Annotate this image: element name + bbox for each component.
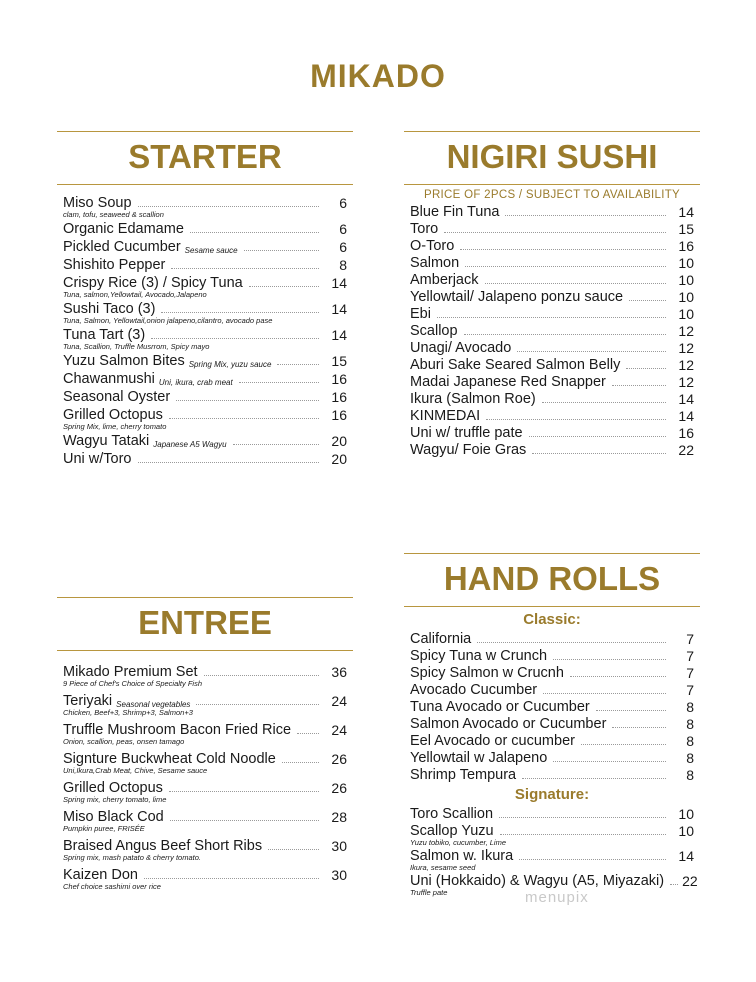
menu-item [410, 238, 694, 254]
menu-item-row [410, 648, 694, 664]
menu-item-price: 7 [686, 665, 694, 681]
menu-item-description: Tuna, salmon,Yellowtail, Avocado,Jalapeno [63, 290, 207, 299]
menu-item-name: Salmon Avocado or Cucumber [410, 716, 607, 732]
menu-item-description: Chef choice sashimi over rice [63, 882, 161, 891]
menu-item-note: Uni, ikura, crab meat [158, 378, 233, 387]
leader-dots [570, 676, 666, 677]
menu-item [410, 272, 694, 288]
menu-item-price: 10 [678, 289, 694, 305]
menu-item-name: Unagi/ Avocado [410, 340, 512, 356]
leader-dots [543, 693, 666, 694]
menu-item-row [410, 873, 698, 889]
menu-item-row [410, 340, 694, 356]
menu-item-price: 14 [331, 327, 347, 343]
leader-dots [612, 385, 666, 386]
nigiri-section [404, 131, 700, 458]
menu-item-row [63, 221, 347, 237]
handrolls-section [404, 553, 700, 897]
menu-item-price: 8 [686, 699, 694, 715]
menu-item-note: Japanese A5 Wagyu [153, 440, 227, 449]
menu-item [410, 255, 694, 271]
leader-dots [239, 382, 319, 383]
menu-item-name: Toro [410, 221, 439, 237]
leader-dots [268, 849, 319, 850]
starter-list [57, 185, 353, 467]
leader-dots [144, 878, 319, 879]
menu-item-name: Spicy Salmon w Crucnh [410, 665, 564, 681]
menu-item [63, 275, 347, 299]
menu-item-price: 14 [678, 391, 694, 407]
menu-item-row [63, 389, 347, 405]
menu-item [63, 353, 347, 369]
leader-dots [670, 884, 678, 885]
menu-item-row [410, 806, 694, 822]
menu-item-price: 12 [678, 357, 694, 373]
menu-item-row [63, 722, 347, 738]
menu-item-name: Spicy Tuna w Crunch [410, 648, 548, 664]
menu-item-price: 6 [339, 239, 347, 255]
menu-item-name: Yellowtail/ Jalapeno ponzu sauce [410, 289, 624, 305]
menu-item-row [63, 693, 347, 709]
menu-item-price: 14 [678, 408, 694, 424]
menu-item-row [410, 204, 694, 220]
menu-item-name: Braised Angus Beef Short Ribs [63, 838, 263, 854]
menu-item-price: 15 [331, 353, 347, 369]
menu-item-name: Truffle Mushroom Bacon Fried Rice [63, 722, 292, 738]
menu-item [63, 327, 347, 351]
classic-list [404, 628, 700, 783]
menu-item-row [63, 257, 347, 273]
menu-item-name: KINMEDAI [410, 408, 481, 424]
menu-item-price: 14 [678, 204, 694, 220]
menu-item-price: 7 [686, 631, 694, 647]
menu-item [410, 340, 694, 356]
menu-item-price: 26 [331, 751, 347, 767]
menu-item [410, 648, 694, 664]
leader-dots [553, 761, 666, 762]
menu-item-name: Grilled Octopus [63, 407, 163, 423]
menu-item-row [63, 275, 347, 291]
menu-item [410, 823, 694, 847]
menu-item-row [63, 239, 347, 255]
menu-item-row [410, 442, 694, 458]
menu-item [63, 257, 347, 273]
menu-item-row [410, 425, 694, 441]
menu-item [410, 425, 694, 441]
menu-item [63, 751, 347, 775]
menu-item-description: Spring Mix, lime, cherry tomato [63, 422, 167, 431]
menu-item-row [410, 716, 694, 732]
menu-item [63, 722, 347, 746]
menu-item-row [410, 391, 694, 407]
leader-dots [169, 791, 319, 792]
menu-item-price: 7 [686, 648, 694, 664]
menu-item-row [63, 451, 347, 467]
menu-item-name: Amberjack [410, 272, 479, 288]
menu-item-price: 14 [678, 848, 694, 864]
menu-item-name: Miso Soup [63, 195, 132, 211]
menu-item-price: 28 [331, 809, 347, 825]
menu-item-name: Ebi [410, 306, 431, 322]
menu-item [410, 699, 694, 715]
menu-item [63, 867, 347, 891]
menu-item-name: Chawanmushi [63, 371, 155, 387]
leader-dots [486, 419, 666, 420]
menu-item [410, 374, 694, 390]
menu-item [63, 195, 347, 219]
menu-item-row [410, 631, 694, 647]
nigiri-list [404, 201, 700, 458]
menu-item [63, 239, 347, 255]
menu-item-row [63, 838, 347, 854]
leader-dots [282, 762, 319, 763]
leader-dots [626, 368, 666, 369]
menu-item-price: 12 [678, 323, 694, 339]
menu-item-row [410, 238, 694, 254]
leader-dots [485, 283, 667, 284]
entree-section [57, 597, 353, 891]
menu-item-row [410, 272, 694, 288]
menu-item-description: Ikura, sesame seed [410, 863, 476, 872]
menu-item [63, 838, 347, 862]
menu-item-price: 12 [678, 374, 694, 390]
menu-item-name: Crispy Rice (3) / Spicy Tuna [63, 275, 243, 291]
menu-item-price: 10 [678, 806, 694, 822]
menu-item-description: Chicken, Beef+3, Shrimp+3, Salmon+3 [63, 708, 193, 717]
menu-item-description: Pumpkin puree, FRISÉE [63, 824, 145, 833]
menu-item-price: 16 [678, 238, 694, 254]
menu-item-row [410, 699, 694, 715]
starter-heading: STARTER [57, 131, 353, 185]
leader-dots [522, 778, 666, 779]
menu-item-name: California [410, 631, 472, 647]
leader-dots [517, 351, 666, 352]
menu-item [410, 631, 694, 647]
menu-item-price: 10 [678, 823, 694, 839]
leader-dots [581, 744, 666, 745]
leader-dots [176, 400, 319, 401]
menu-item-name: Kaizen Don [63, 867, 138, 883]
menu-item-price: 36 [331, 664, 347, 680]
leader-dots [477, 642, 666, 643]
menu-item-price: 16 [331, 371, 347, 387]
menu-item [63, 371, 347, 387]
menu-item-price: 15 [678, 221, 694, 237]
menu-item-row [63, 780, 347, 796]
menu-item-name: Seasonal Oyster [63, 389, 171, 405]
menu-item-row [63, 664, 347, 680]
menu-item-price: 24 [331, 693, 347, 709]
menu-item-row [410, 255, 694, 271]
menu-item-price: 14 [331, 275, 347, 291]
menu-item-description: Spring mix, cherry tomato, lime [63, 795, 167, 804]
menu-item [63, 221, 347, 237]
menu-item [410, 750, 694, 766]
menu-item-name: Toro Scallion [410, 806, 494, 822]
menu-item-name: Uni (Hokkaido) & Wagyu (A5, Miyazaki) [410, 873, 665, 889]
menu-item-row [410, 767, 694, 783]
menu-item-price: 22 [682, 873, 698, 889]
menu-item [410, 357, 694, 373]
leader-dots [297, 733, 319, 734]
menu-item-price: 6 [339, 195, 347, 211]
menu-item [410, 323, 694, 339]
leader-dots [277, 364, 319, 365]
leader-dots [464, 334, 666, 335]
nigiri-heading: NIGIRI SUSHI [404, 131, 700, 185]
menu-item-row [63, 433, 347, 449]
leader-dots [500, 834, 666, 835]
menu-item-name: Uni w/ truffle pate [410, 425, 523, 441]
menu-item-name: Pickled Cucumber [63, 239, 181, 255]
menu-item-price: 10 [678, 255, 694, 271]
leader-dots [170, 820, 319, 821]
menu-item-name: O-Toro [410, 238, 455, 254]
menu-item-name: Uni w/Toro [63, 451, 132, 467]
menu-item-name: Scallop Yuzu [410, 823, 494, 839]
menu-item-row [410, 323, 694, 339]
leader-dots [542, 402, 666, 403]
menu-item-description: Spring mix, mash patato & cherry tomato. [63, 853, 201, 862]
leader-dots [596, 710, 666, 711]
handrolls-heading: HAND ROLLS [404, 553, 700, 607]
menu-item [410, 716, 694, 732]
menu-item-price: 12 [678, 340, 694, 356]
menu-item-name: Ikura (Salmon Roe) [410, 391, 536, 407]
menu-item-price: 16 [331, 407, 347, 423]
menu-item-description: Truffle pate [410, 888, 448, 897]
leader-dots [505, 215, 666, 216]
menu-item-row [410, 289, 694, 305]
entree-list [57, 651, 353, 891]
leader-dots [196, 704, 319, 705]
restaurant-title: MIKADO [310, 58, 446, 94]
menu-item-row [63, 751, 347, 767]
leader-dots [532, 453, 666, 454]
menu-item-price: 14 [331, 301, 347, 317]
menu-item [410, 733, 694, 749]
signature-label: Signature: [514, 786, 590, 803]
menu-item [410, 665, 694, 681]
leader-dots [444, 232, 666, 233]
menu-item-price: 8 [686, 716, 694, 732]
menu-item-price: 8 [339, 257, 347, 273]
signature-list [404, 803, 700, 897]
leader-dots [499, 817, 666, 818]
menu-item-note: Sesame sauce [184, 246, 238, 255]
leader-dots [629, 300, 666, 301]
entree-heading: ENTREE [57, 597, 353, 651]
menu-item-price: 22 [678, 442, 694, 458]
menu-item [63, 451, 347, 467]
menu-item-row [63, 867, 347, 883]
menu-item [410, 767, 694, 783]
menu-item [63, 407, 347, 431]
menu-item-row [63, 809, 347, 825]
menu-item [410, 221, 694, 237]
menu-item-name: Blue Fin Tuna [410, 204, 500, 220]
menu-item-row [410, 665, 694, 681]
menu-item-name: Scallop [410, 323, 458, 339]
leader-dots [138, 206, 319, 207]
menu-item-name: Shrimp Tempura [410, 767, 517, 783]
leader-dots [171, 268, 319, 269]
classic-label: Classic: [523, 611, 581, 628]
leader-dots [519, 859, 666, 860]
menu-item-name: Sushi Taco (3) [63, 301, 156, 317]
menu-item-name: Teriyaki [63, 693, 113, 709]
menu-item-name: Avocado Cucumber [410, 682, 538, 698]
leader-dots [437, 317, 666, 318]
menu-item-price: 6 [339, 221, 347, 237]
menu-item-note: Spring Mix, yuzu sauce [188, 360, 272, 369]
menu-item [410, 806, 694, 822]
menu-item-row [63, 371, 347, 387]
menu-item-row [410, 750, 694, 766]
menu-item-name: Grilled Octopus [63, 780, 163, 796]
menu-item-row [63, 353, 347, 369]
menu-item-description: 9 Piece of Chef's Choice of Specialty Fish [63, 679, 202, 688]
menu-item-price: 30 [331, 838, 347, 854]
menu-item [410, 204, 694, 220]
menu-item [63, 433, 347, 449]
starter-section [57, 131, 353, 467]
menu-item-price: 8 [686, 767, 694, 783]
leader-dots [169, 418, 319, 419]
leader-dots [612, 727, 666, 728]
menu-item-price: 10 [678, 306, 694, 322]
menu-item-name: Wagyu Tataki [63, 433, 150, 449]
leader-dots [244, 250, 319, 251]
menu-item-price: 20 [331, 451, 347, 467]
leader-dots [460, 249, 666, 250]
menu-item-description: clam, tofu, seaweed & scallion [63, 210, 164, 219]
menu-item-price: 10 [678, 272, 694, 288]
menu-item [410, 442, 694, 458]
menu-item [410, 682, 694, 698]
menu-item-name: Miso Black Cod [63, 809, 164, 825]
menu-item-name: Aburi Sake Seared Salmon Belly [410, 357, 621, 373]
menu-item-price: 16 [331, 389, 347, 405]
menu-item-description: Tuna, Salmon, Yellowtail,onion jalapeno,cilantro, avocado pase [63, 316, 273, 325]
menu-item-row [63, 407, 347, 423]
menu-item [410, 306, 694, 322]
watermark: menupix [525, 889, 589, 906]
menu-item [63, 693, 347, 717]
leader-dots [233, 444, 319, 445]
menu-item-price: 8 [686, 733, 694, 749]
menu-item-name: Wagyu/ Foie Gras [410, 442, 527, 458]
menu-item-row [410, 408, 694, 424]
menu-item-row [410, 306, 694, 322]
leader-dots [161, 312, 319, 313]
menu-item [63, 389, 347, 405]
menu-item-price: 16 [678, 425, 694, 441]
leader-dots [465, 266, 666, 267]
menu-item-description: Tuna, Scallion, Truffle Musrrom, Spicy mayo [63, 342, 210, 351]
menu-item-name: Salmon w. Ikura [410, 848, 514, 864]
leader-dots [138, 462, 320, 463]
menu-item [410, 391, 694, 407]
menu-item-row [410, 221, 694, 237]
menu-item-row [410, 357, 694, 373]
menu-item-row [63, 195, 347, 211]
menu-item-price: 20 [331, 433, 347, 449]
menu-item-price: 8 [686, 750, 694, 766]
menu-item-name: Yuzu Salmon Bites [63, 353, 185, 369]
leader-dots [249, 286, 319, 287]
menu-item [410, 848, 694, 872]
menu-item-price: 24 [331, 722, 347, 738]
menu-item [410, 408, 694, 424]
menu-item-description: Onion, scallion, peas, onsen tamago [63, 737, 185, 746]
menu-item-row [410, 374, 694, 390]
menu-item-description: Uni,Ikura,Crab Meat, Chive, Sesame sauce [63, 766, 208, 775]
leader-dots [553, 659, 666, 660]
menu-item-price: 26 [331, 780, 347, 796]
menu-item-name: Organic Edamame [63, 221, 184, 237]
menu-item [63, 664, 347, 688]
menu-item-row [410, 823, 694, 839]
menu-item-price: 7 [686, 682, 694, 698]
menu-item-row [410, 733, 694, 749]
menu-item [410, 289, 694, 305]
menu-item-name: Mikado Premium Set [63, 664, 198, 680]
leader-dots [190, 232, 319, 233]
nigiri-subtitle: PRICE OF 2PCS / SUBJECT TO AVAILABILITY [423, 189, 681, 201]
menu-item-name: Eel Avocado or cucumber [410, 733, 575, 749]
menu-item-name: Yellowtail w Jalapeno [410, 750, 548, 766]
menu-item-note: Seasonal vegetables [116, 700, 191, 709]
menu-item [63, 809, 347, 833]
menu-item-name: Signture Buckwheat Cold Noodle [63, 751, 276, 767]
menu-item [63, 780, 347, 804]
menu-item-description: Yuzu tobiko, cucumber, Lime [410, 838, 507, 847]
menu-item-price: 30 [331, 867, 347, 883]
menu-item-name: Madai Japanese Red Snapper [410, 374, 606, 390]
menu-item-row [410, 682, 694, 698]
leader-dots [151, 338, 319, 339]
menu-item-name: Tuna Tart (3) [63, 327, 146, 343]
leader-dots [204, 675, 319, 676]
menu-item-row [63, 301, 347, 317]
menu-item-name: Tuna Avocado or Cucumber [410, 699, 590, 715]
menu-item-name: Shishito Pepper [63, 257, 166, 273]
menu-item-row [410, 848, 694, 864]
menu-item-name: Salmon [410, 255, 460, 271]
leader-dots [529, 436, 666, 437]
menu-item [63, 301, 347, 325]
menu-item-row [63, 327, 347, 343]
